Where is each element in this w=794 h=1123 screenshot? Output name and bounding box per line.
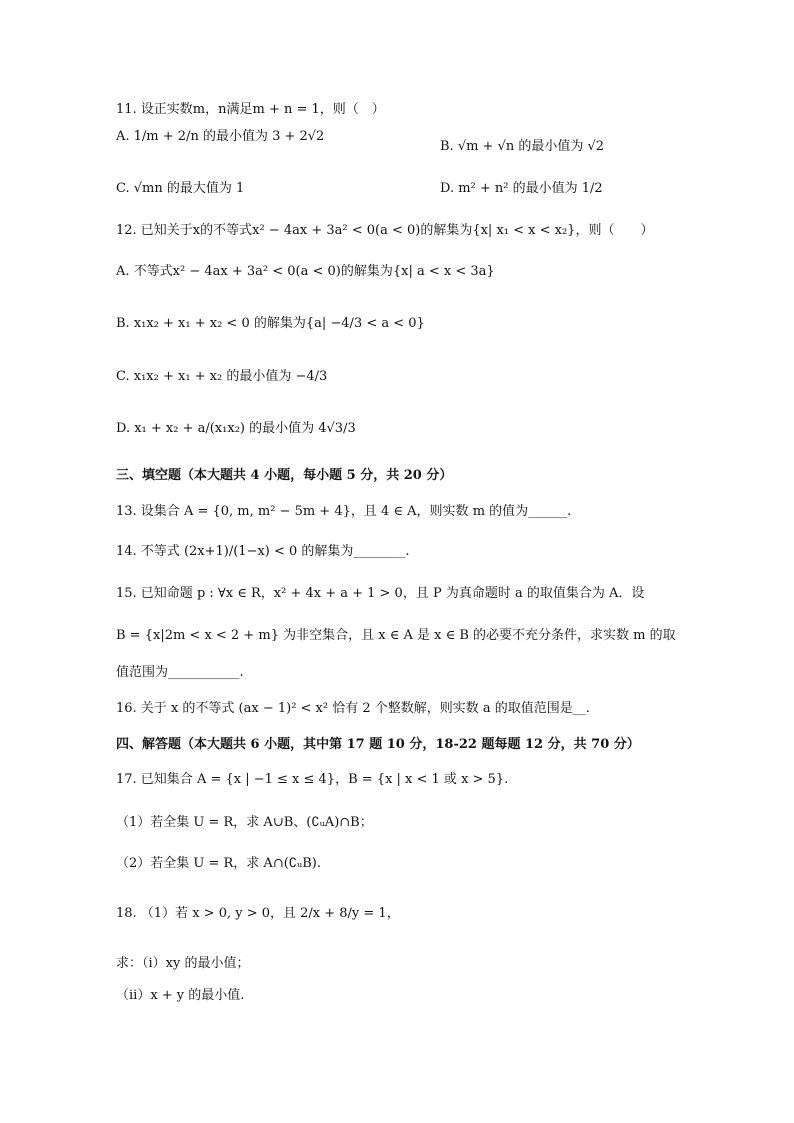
q15-line1: 15. 已知命题 p : ∀x ∈ R，x² + 4x + a + 1 > 0，且 P 为真命题时 a 的取值集合为 A．设 — [116, 586, 645, 601]
q11-option-c: C. √mn 的最大值为 1 — [116, 181, 245, 196]
q11-option-a-text: A. 1/m + 2/n 的最小值为 3 + 2√2 — [116, 129, 325, 144]
q11-option-a — [116, 128, 324, 146]
q12-option-b: B. x₁x₂ + x₁ + x₂ < 0 的解集为{a| −4/3 < a < 0} — [116, 316, 425, 331]
q11-option-b: B. √m + √n 的最小值为 √2 — [440, 139, 605, 154]
q15-line3: 值范围为___________. — [116, 665, 244, 680]
q12-option-c: C. x₁x₂ + x₁ + x₂ 的最小值为 −4/3 — [116, 369, 328, 384]
q16: 16. 关于 x 的不等式 (ax − 1)² < x² 恰有 2 个整数解，则实数 a 的取值范围是__. — [116, 701, 590, 716]
q14: 14. 不等式 (2x+1)/(1−x) < 0 的解集为________. — [116, 544, 410, 559]
q18-part-ii: （ii）x + y 的最小值. — [116, 988, 245, 1003]
q12-option-d: D. x₁ + x₂ + a/(x₁x₂) 的最小值为 4√3/3 — [116, 421, 356, 436]
q15-line2: B = {x|2m < x < 2 + m} 为非空集合，且 x ∈ A 是 x ∈ B 的必要不充分条件，求实数 m 的取 — [116, 628, 676, 643]
q11-option-d: D. m² + n² 的最小值为 1/2 — [440, 181, 603, 196]
q12-option-a: A. 不等式x² − 4ax + 3a² < 0(a < 0)的解集为{x| a < x < 3a} — [116, 264, 495, 279]
q18-ask: 求：（i）xy 的最小值； — [116, 956, 250, 971]
q18-stem: 18. （1）若 x > 0, y > 0，且 2/x + 8/y = 1， — [116, 906, 400, 921]
q13: 13. 设集合 A = {0, m, m² − 5m + 4}，且 4 ∈ A，则实数 m 的值为______. — [116, 504, 572, 519]
q12-stem: 12. 已知关于x的不等式x² − 4ax + 3a² < 0(a < 0)的解集为{x| x₁ < x < x₂}，则（ ） — [116, 223, 654, 238]
section-3-heading: 三、填空题（本大题共 4 小题，每小题 5 分，共 20 分） — [116, 468, 453, 483]
section-4-heading: 四、解答题（本大题共 6 小题，其中第 17 题 10 分，18-22 题每题 12 分，共 70 分） — [116, 737, 640, 752]
q17-stem: 17. 已知集合 A = {x | −1 ≤ x ≤ 4}，B = {x | x < 1 或 x > 5}. — [116, 772, 509, 787]
q17-part1: （1）若全集 U = R，求 A∪B、(∁ᵤA)∩B； — [116, 815, 373, 830]
q11-stem: 11. 设正实数m，n满足m + n = 1，则（ ） — [116, 102, 385, 117]
q17-part2: （2）若全集 U = R，求 A∩(∁ᵤB). — [116, 856, 322, 871]
